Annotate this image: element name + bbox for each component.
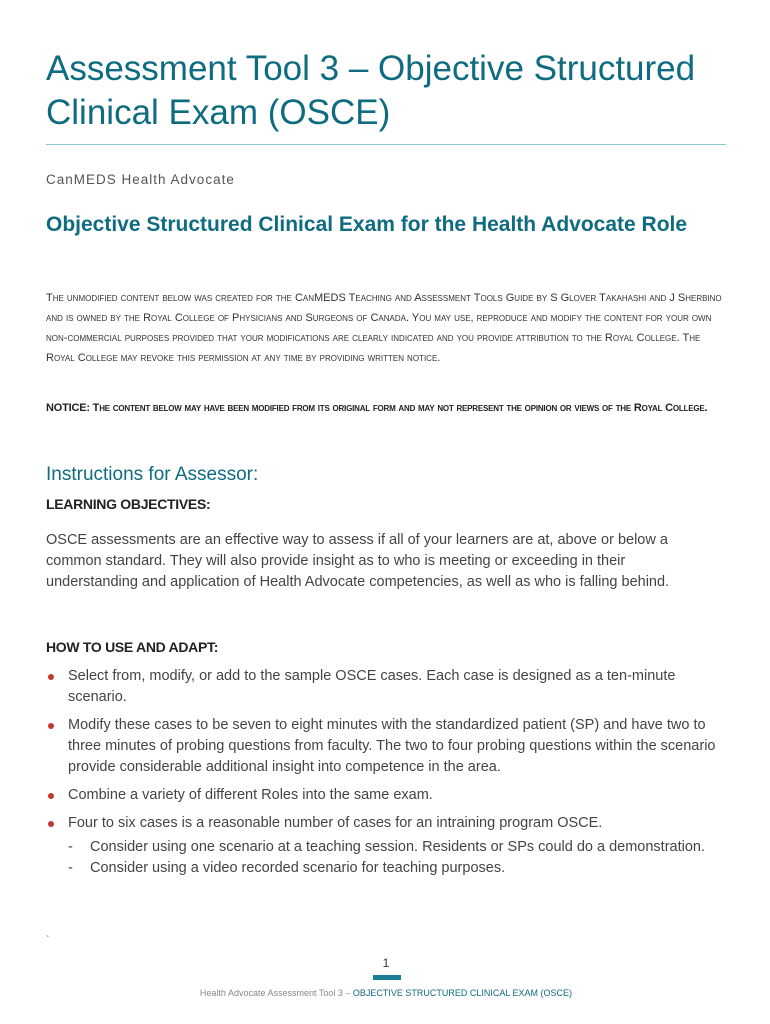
- list-item-text: Combine a variety of different Roles into the same exam.: [68, 787, 433, 803]
- page-number-bar: [373, 975, 401, 980]
- title-divider: [46, 144, 726, 145]
- instructions-heading: Instructions for Assessor:: [46, 464, 259, 485]
- dash-bullet: -: [68, 839, 73, 855]
- how-to-use-heading: HOW TO USE AND ADAPT:: [46, 639, 219, 655]
- document-title: Assessment Tool 3 – Objective Structured Clinical Exam (OSCE): [46, 49, 696, 132]
- list-item: [46, 813, 726, 834]
- learning-objectives-heading: LEARNING OBJECTIVES:: [46, 496, 211, 512]
- footer-caps-text: OBJECTIVE STRUCTURED CLINICAL EXAM (OSCE): [352, 988, 573, 998]
- copyright-notice: The unmodified content below was created for the CanMEDS Teaching and Assessment Tools Guide by S Glover Takahashi and J Sherbino and is owned by the Royal College of Physicians and Surgeons of Canada. You may use, reproduce and modify the content for your own non-commercial purposes provided that your modifications are clearly indicated and you provide attribution to the Royal College. The Royal College may revoke this permission at any time by providing written notice.: [46, 292, 722, 364]
- sub-list-item-text: Consider using one scenario at a teaching session. Residents or SPs could do a demonstration.: [90, 839, 705, 855]
- how-to-use-list: [46, 666, 726, 879]
- section-heading: Objective Structured Clinical Exam for the Health Advocate Role: [46, 213, 688, 236]
- sub-list-item: [46, 858, 726, 879]
- sub-list-item: [46, 837, 726, 858]
- list-item-text: Four to six cases is a reasonable number of cases for an intraining program OSCE.: [68, 815, 603, 831]
- bullet-dot-icon: [48, 674, 54, 680]
- sub-list: [46, 837, 726, 879]
- sub-list-item-text: Consider using a video recorded scenario for teaching purposes.: [90, 860, 506, 876]
- footer-text: Health Advocate Assessment Tool 3 –: [199, 988, 353, 998]
- bullet-dot-icon: [48, 821, 54, 827]
- list-item-text: Modify these cases to be seven to eight minutes with the standardized patient (SP) and have two to three minutes of probing questions from faculty. The two to four probing questions within the scenario provide considerable additional insight into competence in the area.: [68, 717, 716, 775]
- modification-notice: NOTICE: The content below may have been modified from its original form and may not represent the opinion or views of the Royal College.: [46, 402, 708, 414]
- list-item: [46, 715, 726, 778]
- dash-bullet: -: [68, 860, 73, 876]
- page-number: 1: [382, 956, 390, 970]
- bullet-dot-icon: [48, 723, 54, 729]
- list-item: [46, 666, 726, 708]
- document-subtitle: CanMEDS Health Advocate: [46, 172, 235, 187]
- stray-mark: `: [46, 935, 50, 946]
- learning-objectives-text: OSCE assessments are an effective way to assess if all of your learners are at, above or below a common standard. They will also provide insight as to who is meeting or exceeding in their understanding and application of Health Advocate competencies, as well as who is falling behind.: [46, 532, 670, 590]
- bullet-dot-icon: [48, 793, 54, 799]
- list-item-text: Select from, modify, or add to the sample OSCE cases. Each case is designed as a ten-minute scenario.: [68, 668, 676, 705]
- list-item: [46, 785, 726, 806]
- page-footer: [46, 988, 726, 998]
